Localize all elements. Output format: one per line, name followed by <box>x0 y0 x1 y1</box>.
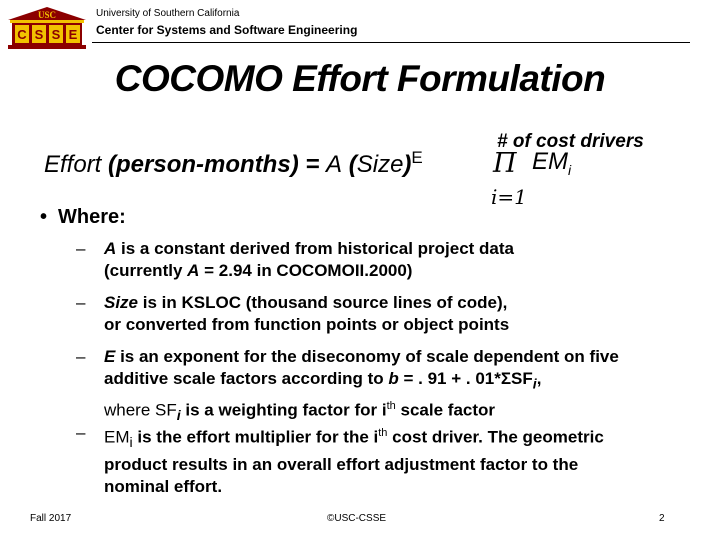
usc-csse-logo <box>6 6 88 50</box>
logo-letter: E <box>68 27 78 42</box>
footer-copyright: ©USC-CSSE <box>327 513 387 524</box>
item-text: A is a constant derived from historical project data (currently A = 2.94 in COCOMOII.2000) <box>104 239 514 280</box>
university-name: University of Southern California <box>96 8 240 19</box>
dash-marker: – <box>76 347 86 366</box>
bullet-dot: • <box>40 206 48 228</box>
formula-paren-open: ( <box>342 151 357 178</box>
formula-a: A <box>326 151 343 178</box>
product-symbol: Π <box>493 148 517 179</box>
dash-marker: – <box>76 239 86 258</box>
where-label: Where: <box>58 206 126 228</box>
formula-size: Size <box>356 151 404 178</box>
effort-formula <box>44 148 423 179</box>
slide-title: COCOMO Effort Formulation <box>114 58 606 99</box>
logo-letter: S <box>34 27 44 42</box>
dash-marker: – <box>76 423 86 442</box>
formula-em-sub: i <box>568 161 572 178</box>
logo-letter: C <box>17 27 27 42</box>
item-text: E is an exponent for the diseconomy of scale dependent on five additive scale factors according to b = . 91 + . $01*\Sigma SF_i$, where $SF_i$ is a weighting factor for $i^{th}$ scale factor <box>104 347 619 425</box>
formula-em-text: EM <box>532 148 568 175</box>
formula-effort: Effort <box>44 151 102 178</box>
logo-usc-text: USC <box>37 10 57 20</box>
formula-unit: (person-months) = <box>108 151 327 178</box>
formula-paren-close: ) <box>403 151 412 178</box>
page-number: 2 <box>659 513 665 524</box>
dash-marker: – <box>76 293 86 312</box>
product-lower-limit: i=1 <box>491 185 527 209</box>
footer-term: Fall 2017 <box>30 513 72 524</box>
logo-letter: S <box>51 27 61 42</box>
center-name: Center for Systems and Software Engineering <box>96 23 358 37</box>
where-bullet <box>40 206 126 229</box>
formula-exponent: E <box>411 148 423 167</box>
item-text: $EM_i$ is the effort multiplier for the $i^{th}$ cost driver. The geometric product results in an overall effort adjustment factor to the nominal effort. <box>104 427 604 497</box>
formula-em <box>532 148 571 178</box>
item-text: Size is in KSLOC (thousand source lines of code), or converted from function points or object points <box>104 293 510 334</box>
product-upper-limit: # of cost drivers <box>497 131 644 152</box>
header-rule <box>92 42 690 43</box>
